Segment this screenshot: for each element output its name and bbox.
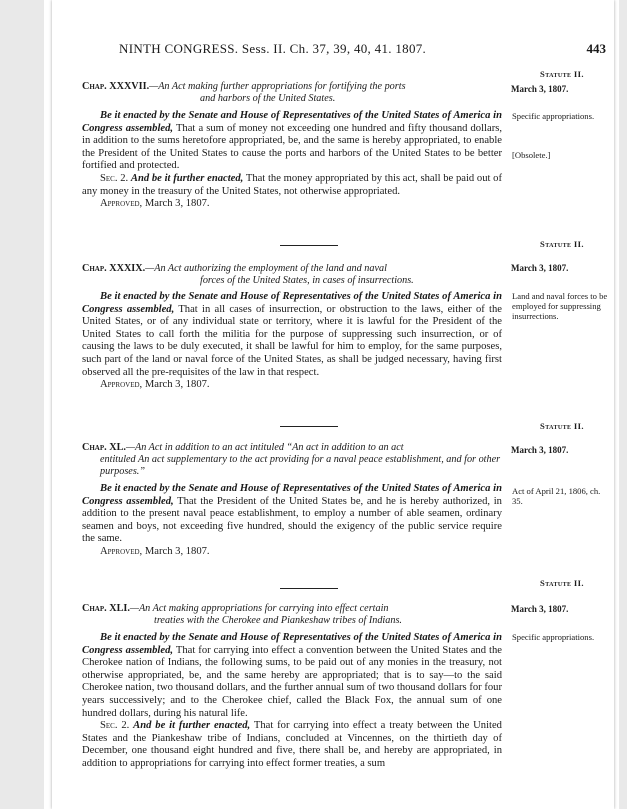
statute-label: Statute II. [540, 421, 584, 431]
approved-date: March 3, 1807. [142, 379, 210, 391]
further-enacted-clause: And be it further enacted, [133, 720, 251, 732]
section-date: March 3, 1807. [511, 263, 569, 273]
chapter-title: —An Act in addition to an act intituled “An act in addition to an act [125, 442, 404, 453]
statute-label: Statute II. [540, 578, 584, 588]
section-body [82, 483, 502, 559]
chapter-heading [82, 81, 502, 105]
chapter-heading [82, 442, 502, 478]
paragraph-text: That a sum of money not exceeding one hundred and fifty thousand dollars, in addition to the sums heretofore appropriated, be, and the same is hereby appropriated, to enable the President of the United States to cause the ports and harbors of the United States to be better fortified and protected. [82, 122, 502, 172]
viewer-right-margin [619, 0, 627, 809]
section-paragraph [82, 173, 502, 198]
approved-label: Approved, [100, 545, 143, 557]
chapter-title: —An Act making further appropriations for fortifying the ports [149, 81, 406, 92]
section-date: March 3, 1807. [511, 445, 569, 455]
approved-label: Approved, [100, 379, 143, 391]
enacting-paragraph [82, 483, 502, 546]
margin-note: Specific appropriations. [512, 111, 595, 121]
enacting-paragraph [82, 110, 502, 173]
approved-label: Approved, [100, 198, 143, 210]
chapter-heading [82, 603, 502, 627]
section-body [82, 632, 502, 771]
paragraph-text: That for carrying into effect a convention between the United States and the Cherokee nation of Indians, the following sums, to be paid out of any monies in the treasury, not otherwise appropriated, be, and the same hereby are appropriated; that is to say—to the said Cherokee nation, two thousand dollars, and the further annual sum of two thousand dollars for four years successively; and to the Cherokee chief, called the Black Fox, the annual sum of one hundred dollars, during his natural life. [82, 644, 502, 719]
chapter-title: —An Act authorizing the employment of the land and naval [145, 263, 387, 274]
chapter-label: Chap. XLI. [82, 603, 130, 614]
page-header [82, 41, 606, 59]
approved-line [82, 198, 502, 211]
section-divider [280, 426, 338, 427]
section-divider [280, 245, 338, 246]
chapter-label: Chap. XXXVII. [82, 81, 150, 92]
viewer-left-margin [0, 0, 44, 809]
page-number: 443 [586, 41, 606, 56]
chapter-label: Chap. XXXIX. [82, 263, 146, 274]
section-number: Sec. 2. [100, 172, 129, 184]
section-body [82, 110, 502, 211]
enacting-paragraph [82, 291, 502, 379]
statute-label: Statute II. [540, 239, 584, 249]
enacting-clause: Be it enacted by the Senate and House of Representatives of the United States of America in Congress assembled, [82, 110, 502, 134]
chapter-title-cont: entituled An act supplementary to the act providing for a naval peace establishment, and for other purposes.” [100, 454, 501, 477]
chapter-heading [82, 263, 502, 287]
paragraph-text: That the money appropriated by this act, shall be paid out of any money in the treasury of the United States, not otherwise appropriated. [82, 172, 502, 197]
approved-line [82, 546, 502, 559]
chapter-label: Chap. XL. [82, 442, 126, 453]
margin-note: Specific appropriations. [512, 632, 595, 642]
enacting-clause: Be it enacted by the Senate and House of Representatives of the United States of America in Congress assembled, [82, 483, 502, 507]
statute-label: Statute II. [540, 69, 584, 79]
enacting-clause: Be it enacted by the Senate and House of Representatives of the United States of America in Congress assembled, [82, 632, 502, 656]
paragraph-text: That the President of the United States be, and he is hereby authorized, in addition to the present naval peace establishment, to employ a number of able seamen, ordinary seamen and boys, not exceeding five hundred, should the exigency of the public service require the same. [82, 495, 502, 545]
chapter-title-cont: forces of the United States, in cases of insurrections. [200, 275, 414, 286]
approved-date: March 3, 1807. [142, 545, 210, 557]
margin-note: Act of April 21, 1806, ch. 35. [512, 486, 601, 506]
section-body [82, 291, 502, 392]
approved-date: March 3, 1807. [142, 198, 210, 210]
enacting-paragraph [82, 632, 502, 720]
enacting-clause: Be it enacted by the Senate and House of Representatives of the United States of America in Congress assembled, [82, 291, 502, 315]
chapter-title-cont: treaties with the Cherokee and Piankeshaw tribes of Indians. [154, 615, 402, 626]
section-divider [280, 588, 338, 589]
section-number: Sec. 2. [100, 720, 130, 732]
margin-note: Land and naval forces to be employed for suppressing insurrections. [512, 291, 608, 321]
paragraph-text: That for carrying into effect a treaty between the United States and the Piankeshaw tribe of Indians, concluded at Vincennes, on the thirtieth day of December, one thousand eight hundred and five, there shall be, and hereby are appropriated, in addition to appropriations for carrying into effect former treaties, a sum [82, 720, 502, 769]
document-page [52, 0, 614, 809]
running-title: NINTH CONGRESS. Sess. II. Ch. 37, 39, 40, 41. 1807. [119, 41, 427, 56]
margin-note-obsolete: [Obsolete.] [512, 150, 551, 160]
paragraph-text: That in all cases of insurrection, or obstruction to the laws, either of the United States, or of any individual state or territory, where it is lawful for the President of the United States to call forth the militia for the purpose of suppressing such insurrection, or of causing the laws to be duly executed, it shall be lawful for him to employ, for the same purposes, such part of the land or naval force of the United States, as shall be judged necessary, having first observed all the pre-requisites of the law in that respect. [82, 303, 502, 378]
further-enacted-clause: And be it further enacted, [130, 172, 244, 184]
section-date: March 3, 1807. [511, 84, 569, 94]
section-date: March 3, 1807. [511, 604, 569, 614]
section-paragraph [82, 720, 502, 770]
chapter-title: —An Act making appropriations for carrying into effect certain [129, 603, 389, 614]
chapter-title-cont: and harbors of the United States. [200, 93, 336, 104]
approved-line [82, 379, 502, 392]
